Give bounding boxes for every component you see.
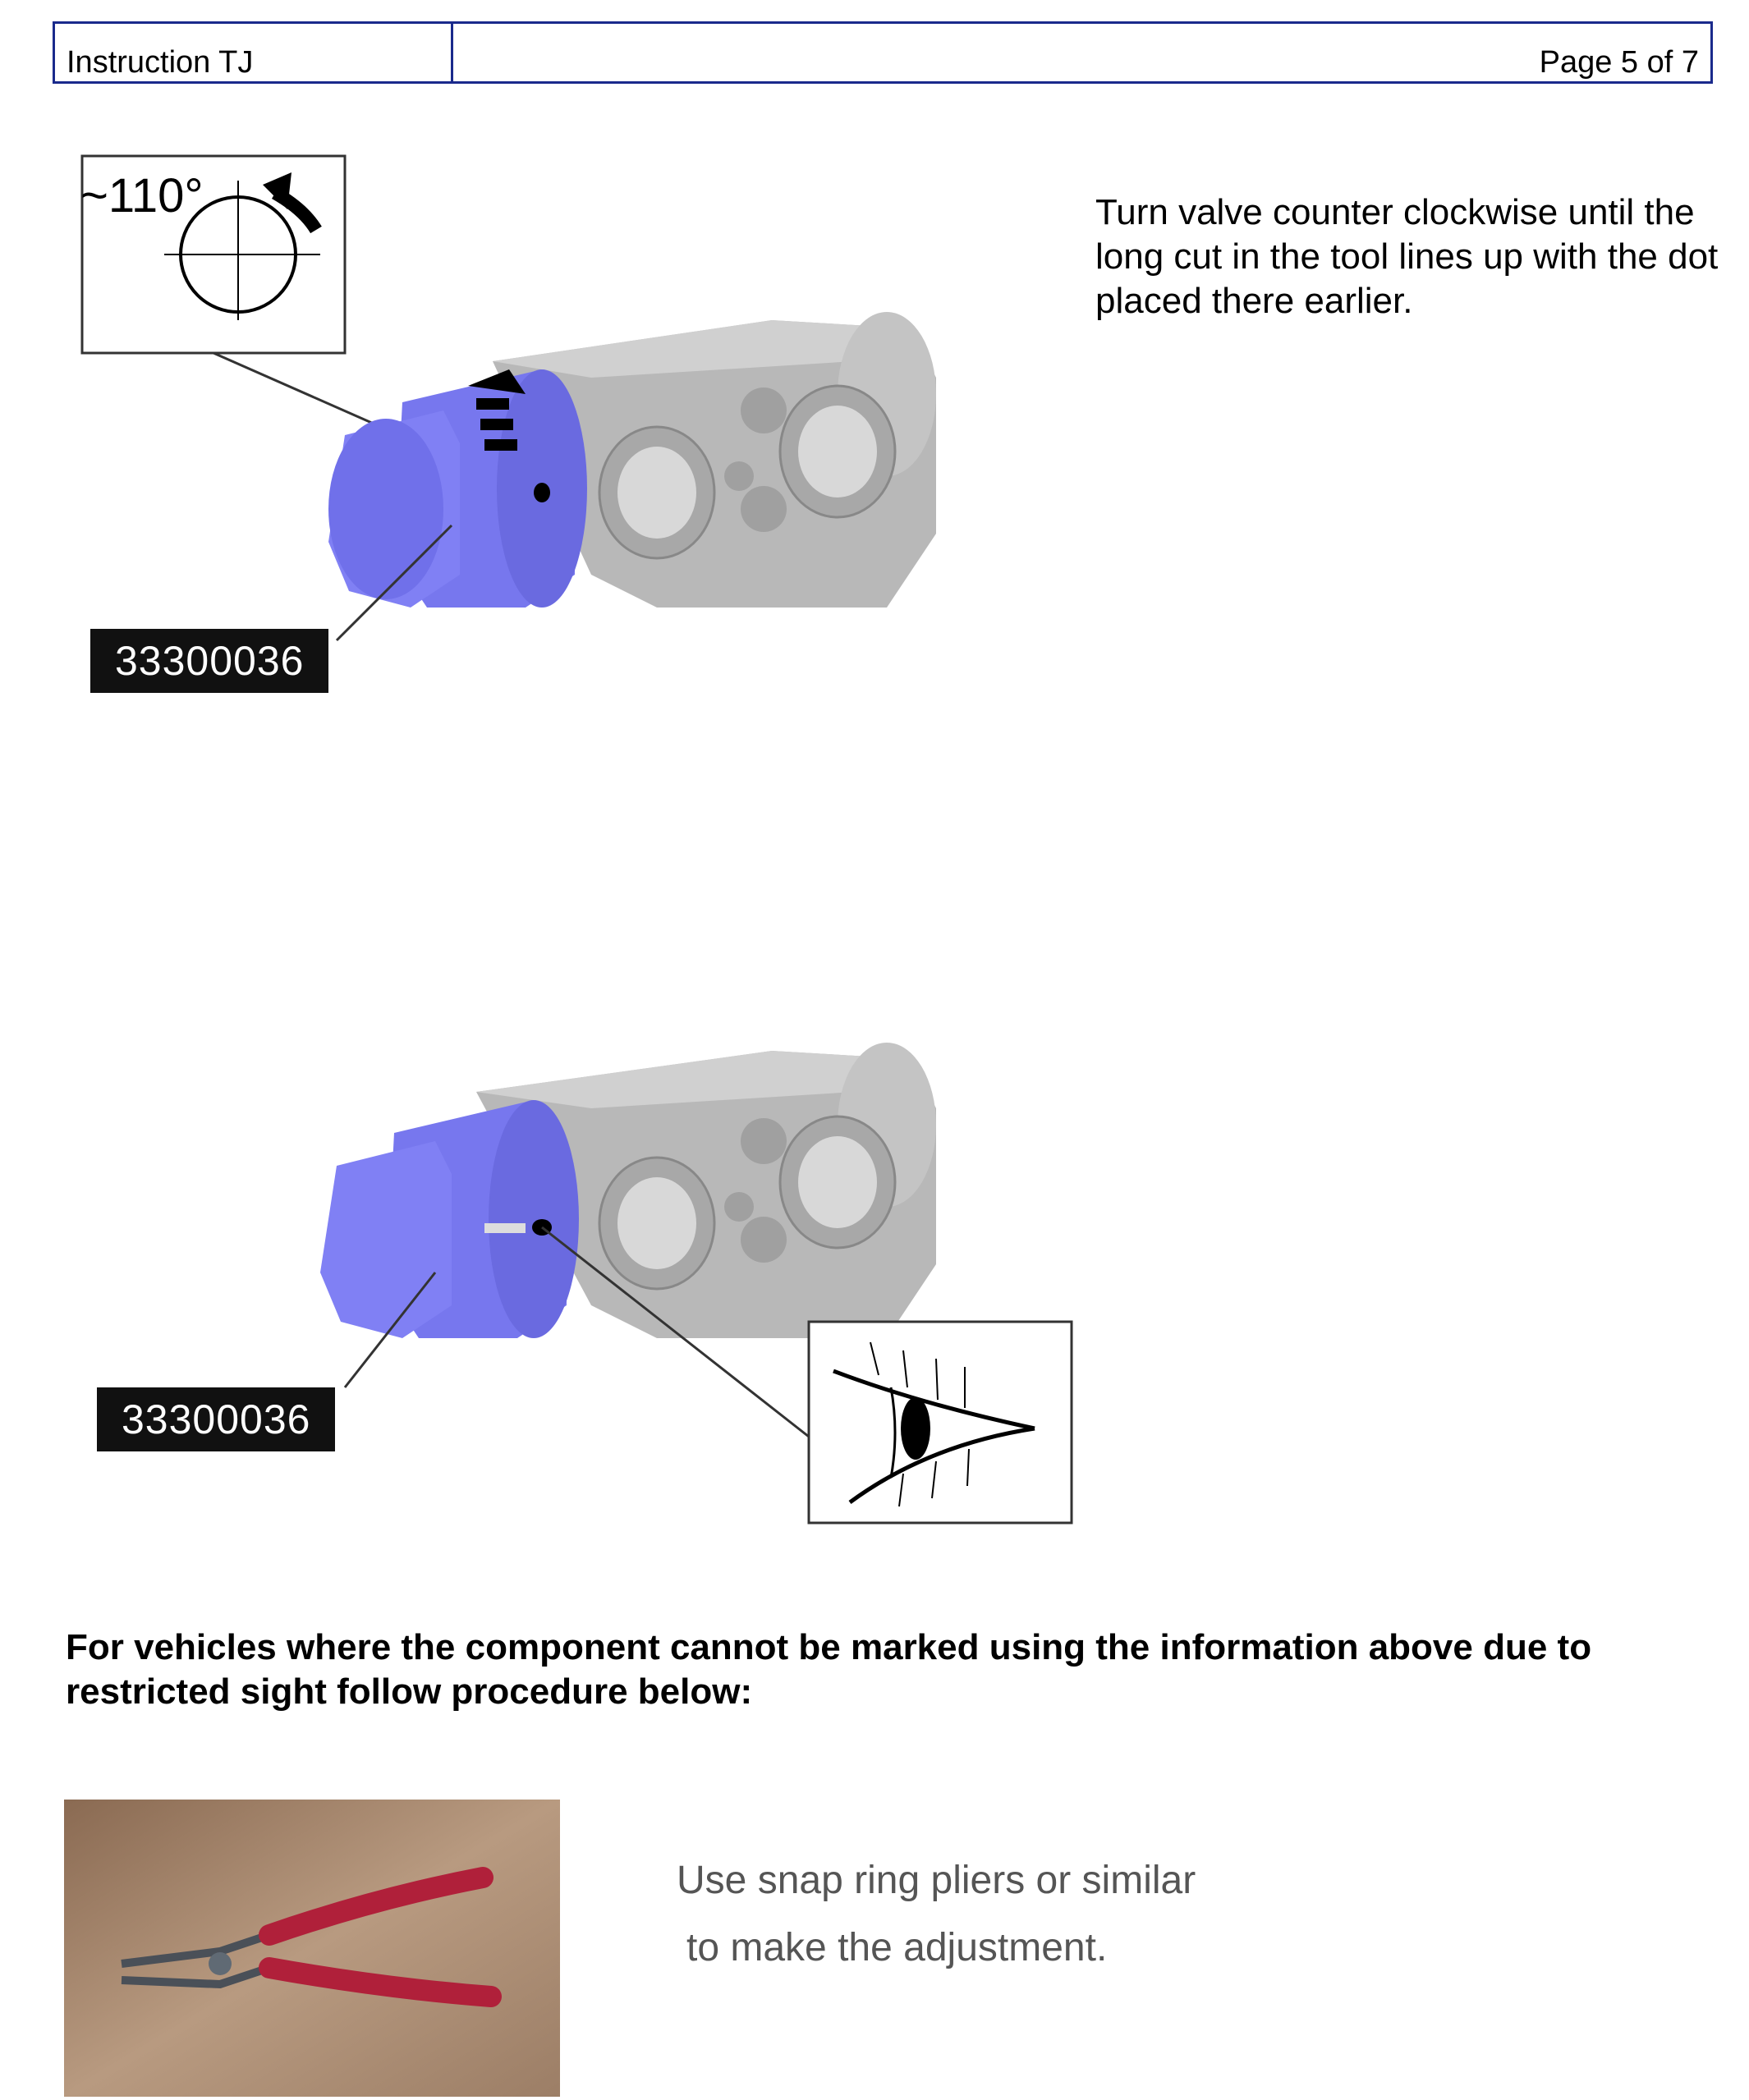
valve-alignment-figure [82, 1026, 1109, 1535]
header-divider [451, 24, 453, 81]
pliers-line-2: to make the adjustment. [686, 1926, 1108, 1969]
tool-knob [320, 1141, 452, 1338]
pliers-instruction [677, 1847, 1196, 1982]
valve-rotation-figure [66, 148, 969, 706]
page-number: Page 5 of 7 [1539, 45, 1699, 80]
eye-inset [809, 1322, 1072, 1523]
pliers-line-1: Use snap ring pliers or similar [677, 1859, 1196, 1902]
tool-number-tag-1: 33300036 [90, 629, 328, 693]
page-header [53, 21, 1713, 84]
pliers-pivot [209, 1952, 232, 1975]
angle-label: ~110° [80, 169, 204, 222]
tool-number-tag-2: 33300036 [97, 1387, 335, 1451]
instruction-text: Turn valve counter clockwise until the long cut in the tool lines up with the dot placed there earlier. [1095, 192, 1719, 321]
snap-ring-pliers-photo [64, 1800, 560, 2097]
document-title: Instruction TJ [67, 45, 254, 80]
restricted-sight-notice: For vehicles where the component cannot be marked using the information above due to restricted sight follow procedure below: [66, 1627, 1592, 1712]
